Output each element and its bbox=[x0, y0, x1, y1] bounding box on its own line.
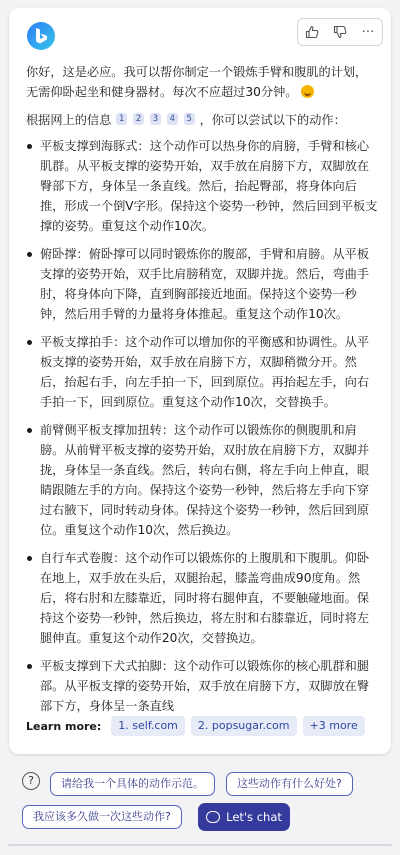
smiling-face-icon bbox=[301, 85, 314, 98]
citation-3[interactable]: 3 bbox=[150, 113, 161, 125]
suggestion-chip-frequency[interactable]: 我应该多久做一次这些动作? bbox=[22, 805, 182, 829]
learn-more-label: Learn more: bbox=[26, 719, 102, 733]
source-link-2[interactable]: 2. popsugar.com bbox=[191, 716, 297, 736]
cite-prefix: 根据网上的信息 bbox=[26, 113, 112, 127]
intro-paragraph bbox=[26, 62, 378, 102]
list-item: 平板支撑到海豚式：这个动作可以热身你的肩膀，手臂和核心肌群。从平板支撑的姿势开始，双手放在肩膀下方，双脚放在臀部下方，身体呈一条直线。然后，抬起臀部，将身体向后推，形成一个倒V字形。保持这个姿势一秒钟，然后回到平板支撑的姿势。重复这个动作10次。 bbox=[26, 136, 378, 236]
suggestion-chip-demo[interactable]: 请给我一个具体的动作示范。 bbox=[50, 772, 215, 796]
learn-more-bar bbox=[26, 716, 365, 736]
list-item: 俯卧撑：俯卧撑可以同时锻炼你的腹部，手臂和肩膀。从平板支撑的姿势开始，双手比肩膀稍宽，双脚并拢。然后，弯曲手肘，将身体向下降，直到胸部接近地面。保持这个姿势一秒钟，然后用手臂的力量将身体推起。重复这个动作10次。 bbox=[26, 244, 378, 324]
help-icon[interactable]: ? bbox=[22, 772, 40, 790]
chat-response-card bbox=[9, 8, 391, 754]
more-icon[interactable]: ··· bbox=[361, 24, 375, 40]
suggestion-area bbox=[0, 762, 400, 855]
citation-line bbox=[26, 110, 378, 130]
list-item: 平板支撑拍手：这个动作可以增加你的平衡感和协调性。从平板支撑的姿势开始，双手放在肩膀下方，双脚稍微分开。然后，抬起右手，向左手拍一下，回到原位。再抬起左手，向右手拍一下，回到原位。重复这个动作10次，交替换手。 bbox=[26, 332, 378, 412]
citation-5[interactable]: 5 bbox=[184, 113, 195, 125]
citation-2[interactable]: 2 bbox=[133, 113, 144, 125]
lets-chat-button[interactable] bbox=[198, 803, 290, 831]
suggestion-chip-benefits[interactable]: 这些动作有什么好处? bbox=[226, 772, 353, 796]
feedback-toolbar bbox=[297, 18, 383, 46]
source-link-1[interactable]: 1. self.com bbox=[111, 716, 185, 736]
lets-chat-label: Let's chat bbox=[226, 810, 282, 824]
citation-4[interactable]: 4 bbox=[167, 113, 178, 125]
cite-suffix: ，你可以尝试以下的动作： bbox=[199, 113, 346, 127]
chat-bubble-icon bbox=[206, 811, 220, 823]
thumbs-up-icon[interactable] bbox=[300, 20, 324, 44]
list-item: 前臂侧平板支撑加扭转：这个动作可以锻炼你的侧腹肌和肩膀。从前臂平板支撑的姿势开始，双肘放在肩膀下方，双脚并拢，身体呈一条直线。然后，转向右侧，将左手向上伸直，眼睛跟随左手的方向。保持这个姿势一秒钟，然后将左手向下穿过右腋下，同时转动身体。保持这个姿势一秒钟，然后回到原位。重复这个动作10次，然后换边。 bbox=[26, 420, 378, 540]
thumbs-down-icon[interactable] bbox=[328, 20, 352, 44]
bing-logo-icon bbox=[27, 22, 55, 50]
exercise-list bbox=[26, 136, 378, 716]
citation-1[interactable]: 1 bbox=[116, 113, 127, 125]
more-sources-button[interactable]: +3 more bbox=[303, 716, 365, 736]
bottom-divider bbox=[8, 844, 392, 846]
intro-text: 你好，这是必应。我可以帮你制定一个锻炼手臂和腹肌的计划，无需仰卧起坐和健身器材。每次不应超过30分钟。 bbox=[26, 65, 368, 99]
message-body bbox=[26, 62, 378, 724]
list-item: 平板支撑到下犬式拍脚：这个动作可以锻炼你的核心肌群和腿部。从平板支撑的姿势开始，双手放在肩膀下方，双脚放在臀部下方，身体呈一条直线 bbox=[26, 656, 378, 716]
list-item: 自行车式卷腹：这个动作可以锻炼你的上腹肌和下腹肌。仰卧在地上，双手放在头后，双腿抬起，膝盖弯曲成90度角。然后，将右肘和左膝靠近，同时将右腿伸直，不要触碰地面。保持这个姿势一秒钟，然后换边，将左肘和右膝靠近，同时将左腿伸直。重复这个动作20次，交替换边。 bbox=[26, 548, 378, 648]
